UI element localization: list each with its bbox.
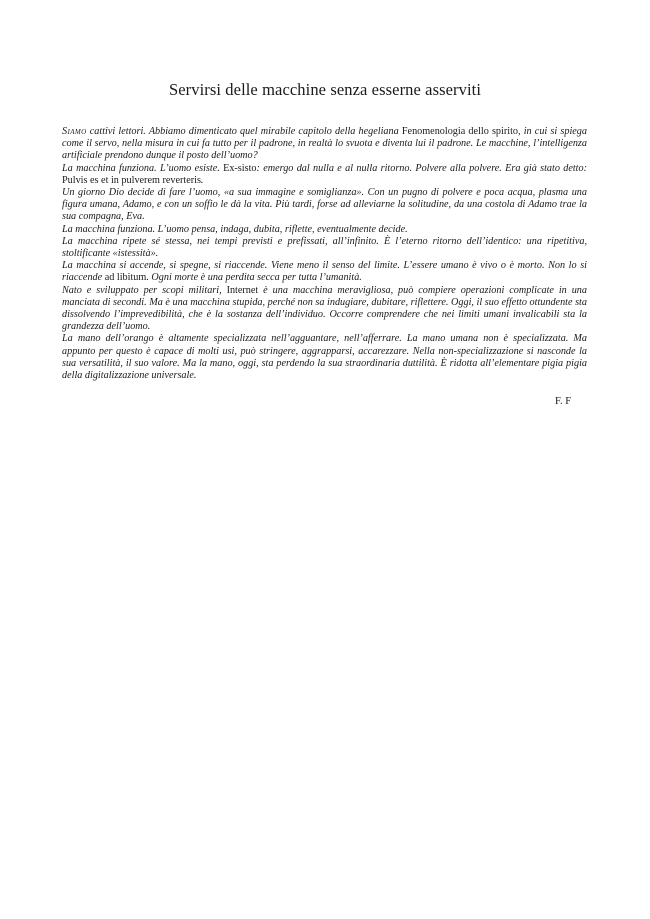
paragraph: [62, 236, 587, 260]
paragraph: [62, 260, 587, 284]
text-segment: Siamo: [62, 126, 87, 137]
text-segment: è una macchina meravigliosa, può compiere operazioni complicate in una manciata di secondi. Ma è una macchina stupida, perché non sa indugiare, dubitare, riflettere. Oggi, il suo effetto ottundente sta dissolvendo l’imprevedibilità, che è la sostanza dell’individuo. Occorre comprendere che nei limiti umani invalicabili sta la grandezza dell’uomo.: [62, 284, 587, 333]
author-signature: F. F: [555, 396, 572, 407]
text-segment: Internet: [226, 284, 259, 296]
text-segment: La mano dell’orango è altamente specializzata nell’agguantare, nell’afferrare. La mano umana non è specializzata. Ma appunto per questo è capace di molti usi, può stringere, aggrapparsi, accarezzare. Nella non-specializzazione si nasconde la sua versatilità, il suo valore. Ma la mano, oggi, sta perdendo la sua straordinaria duttilità. È ridotta all’elementare pigia pigia della digitalizzazione universale.: [62, 333, 587, 382]
article-body: [62, 126, 587, 382]
text-segment: La macchina funziona. L’uomo pensa, indaga, dubita, riflette, eventualmente decide.: [62, 223, 408, 235]
text-segment: Pulvis es et in pulverem reverteris: [62, 174, 201, 186]
text-segment: cattivi lettori. Abbiamo dimenticato quel mirabile capitolo della hegeliana: [86, 126, 402, 137]
article-title: Servirsi delle macchine senza esserne asserviti: [168, 80, 482, 99]
text-segment: Fenomenologia dello spirito: [401, 126, 518, 137]
text-segment: , in cui si spiega come il servo, nella misura in cui fa tutto per il padrone, in realtà lo svuota e diventa lui il padrone. Le macchine, l’intelligenza artificiale prendono dunque il posto dell’uomo?: [62, 126, 587, 162]
text-segment: ad libitum: [104, 272, 147, 284]
paragraph: [62, 285, 587, 334]
text-segment: . Ogni morte è una perdita secca per tutta l’umanità.: [146, 272, 362, 284]
text-segment: Un giorno Dio decide di fare l’uomo, «a sua immagine e somiglianza». Con un pugno di polvere e poca acqua, plasma una figura umana, Adamo, e con un soffio le dà la vita. Più tardi, forse ad alleviarne la solitudine, da una costola di Adamo trae la sua compagna, Eva.: [62, 187, 587, 223]
paragraph: [62, 163, 587, 187]
text-segment: La macchina ripete sé stessa, nei tempi previsti e prefissati, all’infinito. È l’eterno ritorno dell’identico: una ripetitiva, stoltificante «istessità».: [62, 235, 587, 260]
paragraph: [62, 333, 587, 382]
text-segment: La macchina funziona. L’uomo esiste.: [62, 162, 224, 174]
paragraph: [62, 187, 587, 224]
text-segment: La macchina si accende, si spegne, si riaccende. Viene meno il senso del limite. L’essere umano è vivo o è morto. Non lo si riaccende: [62, 260, 587, 284]
paragraph: [62, 126, 587, 163]
text-segment: Ex-sisto: [223, 162, 257, 174]
text-segment: : emergo dal nulla e al nulla ritorno. Polvere alla polvere. Era già stato detto:: [256, 162, 587, 174]
text-segment: .: [200, 174, 204, 186]
text-segment: Nato e sviluppato per scopi militari,: [62, 284, 227, 296]
paragraph: [62, 224, 587, 236]
